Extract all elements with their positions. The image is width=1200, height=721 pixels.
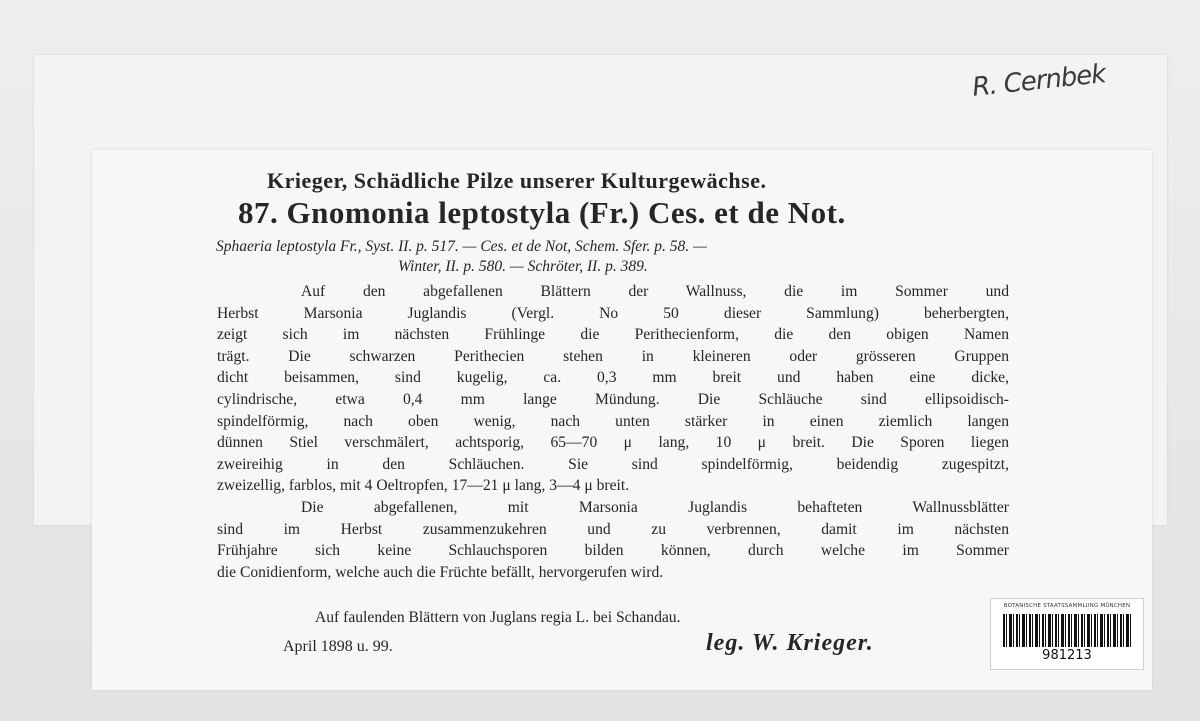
- description-line: Auf den abgefallenen Blättern der Wallnuss, die im Sommer und: [301, 283, 1009, 300]
- description-line: trägt. Die schwarzen Perithecien stehen in kleineren oder grösseren Gruppen: [217, 347, 1009, 365]
- series-title: Krieger, Schädliche Pilze unserer Kulturgewächse.: [267, 168, 767, 193]
- barcode-number: 981213: [1042, 648, 1092, 663]
- description-line: zweireihig in den Schläuchen. Sie sind spindelförmig, beidendig zugespitzt,: [217, 455, 1009, 473]
- barcode-header: BOTANISCHE STAATSSAMMLUNG MÜNCHEN: [1003, 603, 1131, 609]
- description-line: zeigt sich im nächsten Frühlinge die Perithecienform, die den obigen Namen: [217, 326, 1009, 344]
- description-line: Herbst Marsonia Juglandis (Vergl. No 50 dieser Sammlung) beherbergten,: [217, 304, 1009, 322]
- synonymy-line-1: Sphaeria leptostyla Fr., Syst. II. p. 517. — Ces. et de Not, Schem. Sfer. p. 58. —: [216, 238, 707, 255]
- description-line: dünnen Stiel verschmälert, achtsporig, 65—70 μ lang, 10 μ breit. Die Sporen liegen: [217, 434, 1009, 452]
- description-line: sind im Herbst zusammenzukehren und zu verbrennen, damit im nächsten: [217, 520, 1009, 538]
- synonymy-line-2: Winter, II. p. 580. — Schröter, II. p. 389.: [398, 258, 648, 275]
- description-line: Die abgefallenen, mit Marsonia Juglandis behafteten Wallnussblätter: [301, 498, 1009, 516]
- barcode-label: [990, 598, 1144, 670]
- description-line: Frühjahre sich keine Schlauchsporen bilden können, durch welche im Sommer: [217, 542, 1009, 560]
- description-line: zweizellig, farblos, mit 4 Oeltropfen, 17—21 μ lang, 3—4 μ breit.: [217, 477, 630, 495]
- species-heading: 87. Gnomonia leptostyla (Fr.) Ces. et de Not.: [238, 195, 846, 230]
- description-line: cylindrische, etwa 0,4 mm lange Mündung. Die Schläuche sind ellipsoidisch-: [217, 390, 1009, 408]
- locality-text: Auf faulenden Blättern von Juglans regia L. bei Schandau.: [315, 609, 681, 626]
- description-text: [217, 281, 1009, 583]
- barcode-icon: [1003, 614, 1131, 647]
- handwritten-annotation: R. Cernbek: [970, 59, 1107, 103]
- description-line: spindelförmig, nach oben wenig, nach unten stärker in einen ziemlich langen: [217, 412, 1009, 430]
- description-line: dicht beisammen, sind kugelig, ca. 0,3 mm breit und haben eine dicke,: [217, 369, 1009, 387]
- collection-date: April 1898 u. 99.: [283, 638, 393, 655]
- description-line: die Conidienform, welche auch die Früchte befällt, hervorgerufen wird.: [217, 563, 664, 581]
- collector-name: leg. W. Krieger.: [706, 630, 874, 656]
